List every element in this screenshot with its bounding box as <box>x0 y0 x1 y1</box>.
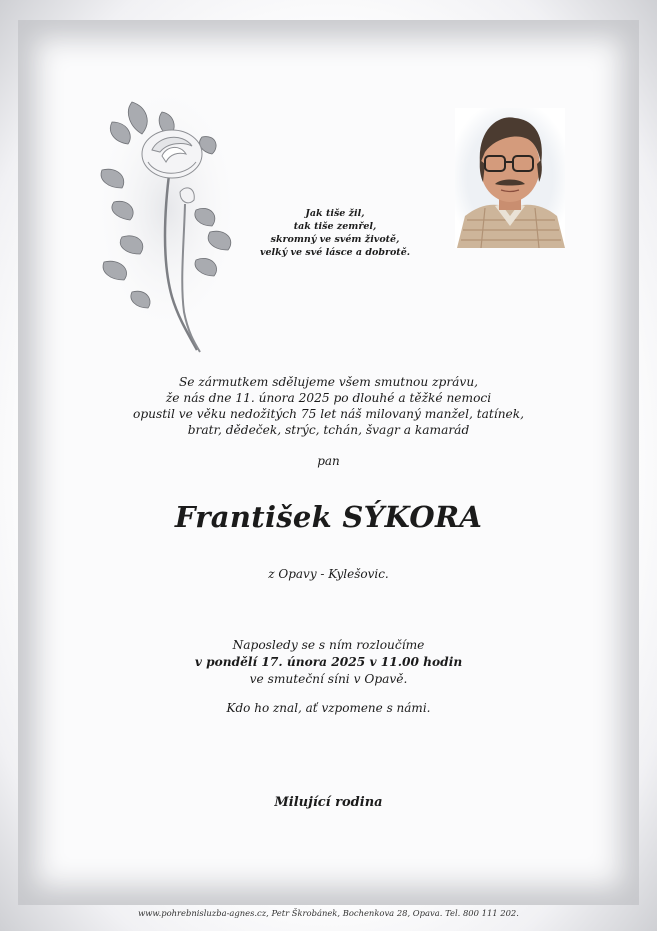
origin-place: z Opavy - Kylešovic. <box>268 567 389 581</box>
honorific: pan <box>317 454 340 468</box>
funeral-location: ve smuteční síni v Opavě. <box>249 672 408 686</box>
death-announcement <box>80 374 577 438</box>
announcement-line: Se zármutkem sdělujeme všem smutnou zprávu, <box>178 375 479 389</box>
deceased-name: František SÝKORA <box>174 500 483 534</box>
memorial-verse <box>250 207 420 259</box>
announcement-line: že nás dne 11. února 2025 po dlouhé a těžké nemoci <box>165 391 492 405</box>
portrait-image <box>455 108 565 248</box>
verse-line: tak tiše zemřel, <box>293 221 377 232</box>
announcement-line: opustil ve věku nedožitých 75 let náš milovaný manžel, tatínek, <box>132 407 525 421</box>
verse-line: velký ve své lásce a dobrotě. <box>259 247 411 258</box>
rose-illustration <box>92 92 242 357</box>
verse-line: skromný ve svém životě, <box>270 234 400 245</box>
funeral-service-footer: www.pohrebnisluzba-agnes.cz, Petr Škrobánek, Bochenkova 28, Opava. Tel. 800 111 202. <box>138 908 519 918</box>
verse-line: Jak tiše žil, <box>305 208 365 219</box>
funeral-datetime: v pondělí 17. února 2025 v 11.00 hodin <box>194 655 463 669</box>
remembrance-line: Kdo ho znal, ať vzpomene s námi. <box>226 701 431 715</box>
funeral-line: Naposledy se s ním rozloučíme <box>232 638 425 652</box>
funeral-info <box>80 637 577 688</box>
signature: Milující rodina <box>274 795 383 810</box>
announcement-line: bratr, dědeček, strýc, tchán, švagr a kamarád <box>187 423 470 437</box>
portrait-photo <box>455 108 565 248</box>
